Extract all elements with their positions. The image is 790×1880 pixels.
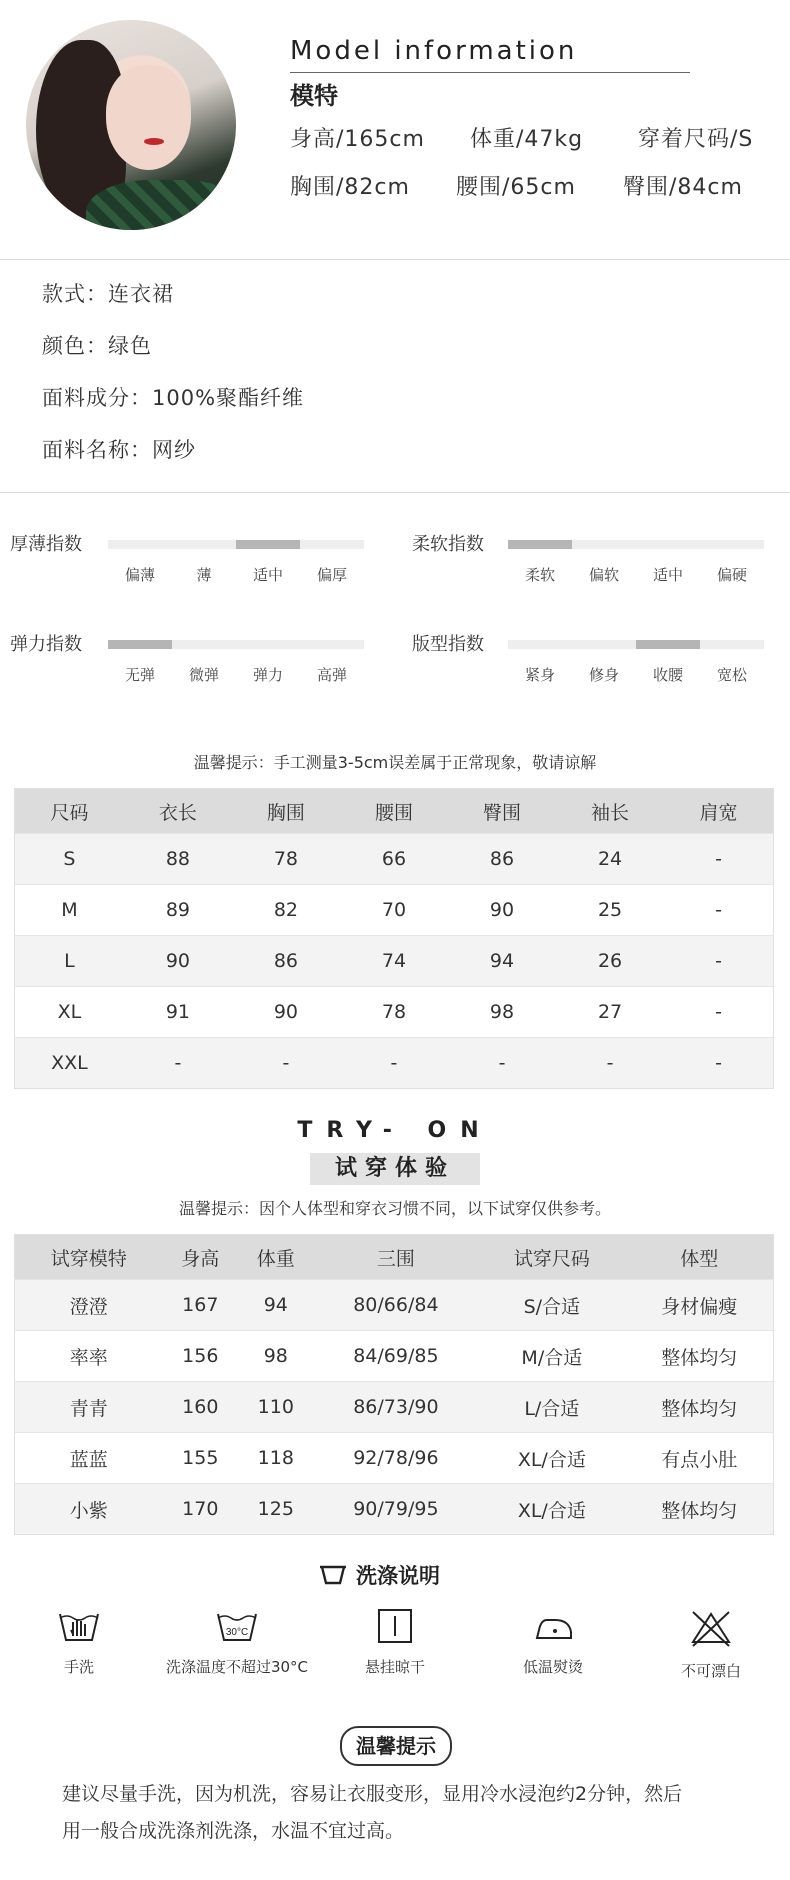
wash-item-iron xyxy=(478,1608,628,1681)
index-option: 修身 xyxy=(588,666,619,684)
table-cell: - xyxy=(556,1038,664,1089)
table-cell: - xyxy=(124,1038,232,1089)
table-cell: L xyxy=(15,936,124,987)
table-header-cell: 腰围 xyxy=(340,789,448,834)
index-marker xyxy=(236,540,300,549)
table-cell: S/合适 xyxy=(478,1280,625,1331)
wash-item-hang xyxy=(320,1608,470,1681)
table-row xyxy=(15,1382,774,1433)
table-header-cell: 衣长 xyxy=(124,789,232,834)
index-label: 弹力指数 xyxy=(10,634,82,655)
basin-icon xyxy=(318,1564,348,1586)
wash-30c-icon xyxy=(215,1608,259,1644)
table-cell: M xyxy=(15,885,124,936)
index-option: 高弹 xyxy=(316,666,347,684)
table-cell: 78 xyxy=(232,834,340,885)
index-track xyxy=(108,540,364,549)
wash-item-30c xyxy=(162,1608,312,1681)
model-info-title-cn: 模特 xyxy=(290,82,338,110)
table-cell: 118 xyxy=(238,1433,313,1484)
table-row xyxy=(15,834,774,885)
table-cell: 身材偏瘦 xyxy=(625,1280,773,1331)
divider xyxy=(0,259,790,260)
index-option: 适中 xyxy=(652,566,683,584)
table-cell: 70 xyxy=(340,885,448,936)
table-cell: 170 xyxy=(163,1484,238,1535)
table-cell: 27 xyxy=(556,987,664,1038)
table-header-cell: 三围 xyxy=(314,1235,479,1280)
index-track xyxy=(508,540,764,549)
table-cell: - xyxy=(664,1038,773,1089)
index-track xyxy=(508,640,764,649)
table-cell: 94 xyxy=(238,1280,313,1331)
wash-item-no-bleach xyxy=(636,1608,786,1681)
wash-label: 低温熨烫 xyxy=(522,1658,583,1676)
table-cell: L/合适 xyxy=(478,1382,625,1433)
tips-line: 建议尽量手洗，因为机洗，容易让衣服变形，显用冷水浸泡约2分钟，然后 xyxy=(62,1783,683,1805)
table-cell: XL/合适 xyxy=(478,1484,625,1535)
index-option: 薄 xyxy=(196,566,212,584)
table-header-cell: 试穿尺码 xyxy=(478,1235,625,1280)
model-hip: 臀围/84cm xyxy=(623,175,743,200)
index-marker xyxy=(636,640,700,649)
index-marker xyxy=(108,640,172,649)
table-cell: 91 xyxy=(124,987,232,1038)
hand-wash-icon xyxy=(57,1608,101,1644)
index-option: 收腰 xyxy=(652,666,683,684)
product-fabric-name: 面料名称：网纱 xyxy=(42,438,196,462)
tips-line: 用一般合成洗涤剂洗涤，水温不宜过高。 xyxy=(62,1820,405,1842)
table-cell: 80/66/84 xyxy=(314,1280,479,1331)
table-cell: 86/73/90 xyxy=(314,1382,479,1433)
table-cell: 90 xyxy=(124,936,232,987)
table-cell: 98 xyxy=(238,1331,313,1382)
wash-item-hand xyxy=(4,1608,154,1681)
table-cell: 84/69/85 xyxy=(314,1331,479,1382)
table-cell: 25 xyxy=(556,885,664,936)
tryon-title: TRY- ON xyxy=(297,1118,493,1143)
table-cell: 24 xyxy=(556,834,664,885)
table-cell: 86 xyxy=(232,936,340,987)
table-header-cell: 尺码 xyxy=(15,789,124,834)
table-cell: 66 xyxy=(340,834,448,885)
table-cell: 86 xyxy=(448,834,556,885)
model-photo xyxy=(26,20,236,230)
table-header-cell: 袖长 xyxy=(556,789,664,834)
model-weight: 体重/47kg xyxy=(470,127,584,152)
wash-label: 洗涤温度不超过30°C xyxy=(165,1658,309,1676)
index-option: 紧身 xyxy=(524,666,555,684)
index-option: 适中 xyxy=(252,566,283,584)
tryon-note: 温馨提示：因个人体型和穿衣习惯不同，以下试穿仅供参考。 xyxy=(178,1199,611,1218)
tryon-title-cn: 试穿体验 xyxy=(310,1153,480,1185)
size-table xyxy=(14,788,774,1089)
table-header-cell: 身高 xyxy=(163,1235,238,1280)
no-bleach-icon xyxy=(689,1608,733,1648)
size-note: 温馨提示：手工测量3-5cm误差属于正常现象，敬请谅解 xyxy=(193,753,597,772)
table-row xyxy=(15,1331,774,1382)
table-row xyxy=(15,1038,774,1089)
wash-icons-row xyxy=(0,1608,790,1681)
index-option: 偏硬 xyxy=(716,566,747,584)
table-cell: 小紫 xyxy=(15,1484,163,1535)
wash-label: 悬挂晾干 xyxy=(364,1658,425,1676)
table-cell: XL xyxy=(15,987,124,1038)
model-size: 穿着尺码/S xyxy=(638,127,754,152)
table-header-cell: 胸围 xyxy=(232,789,340,834)
product-style: 款式：连衣裙 xyxy=(42,282,174,306)
table-cell: 125 xyxy=(238,1484,313,1535)
tips-badge: 温馨提示 xyxy=(340,1726,452,1766)
index-option: 弹力 xyxy=(252,666,283,684)
table-cell: S xyxy=(15,834,124,885)
index-label: 版型指数 xyxy=(412,634,484,655)
table-cell: 率率 xyxy=(15,1331,163,1382)
table-cell: 94 xyxy=(448,936,556,987)
table-cell: 110 xyxy=(238,1382,313,1433)
table-cell: - xyxy=(664,936,773,987)
table-header-cell: 试穿模特 xyxy=(15,1235,163,1280)
table-cell: 90 xyxy=(232,987,340,1038)
table-cell: 90/79/95 xyxy=(314,1484,479,1535)
table-header-cell: 体型 xyxy=(625,1235,773,1280)
table-row xyxy=(15,1433,774,1484)
table-row xyxy=(15,1484,774,1535)
table-row xyxy=(15,936,774,987)
table-cell: - xyxy=(664,885,773,936)
table-cell: 89 xyxy=(124,885,232,936)
hang-dry-icon xyxy=(373,1608,417,1644)
index-track xyxy=(108,640,364,649)
index-option: 无弹 xyxy=(124,666,155,684)
wash-label: 不可漂白 xyxy=(680,1662,741,1680)
table-cell: 澄澄 xyxy=(15,1280,163,1331)
index-marker xyxy=(508,540,572,549)
table-cell: - xyxy=(448,1038,556,1089)
model-bust: 胸围/82cm xyxy=(290,175,410,200)
divider xyxy=(0,492,790,493)
table-cell: XL/合适 xyxy=(478,1433,625,1484)
table-cell: 青青 xyxy=(15,1382,163,1433)
table-header-cell: 体重 xyxy=(238,1235,313,1280)
tryon-table xyxy=(14,1234,774,1535)
tips-text xyxy=(62,1776,742,1850)
table-cell: - xyxy=(340,1038,448,1089)
table-cell: 160 xyxy=(163,1382,238,1433)
table-cell: 整体均匀 xyxy=(625,1484,773,1535)
table-cell: - xyxy=(664,987,773,1038)
index-option: 偏软 xyxy=(588,566,619,584)
index-option: 偏厚 xyxy=(316,566,347,584)
index-option: 微弹 xyxy=(188,666,219,684)
table-cell: XXL xyxy=(15,1038,124,1089)
table-cell: 88 xyxy=(124,834,232,885)
table-cell: 98 xyxy=(448,987,556,1038)
svg-text:30°C: 30°C xyxy=(225,1627,249,1638)
product-color: 颜色：绿色 xyxy=(42,334,152,358)
table-header-cell: 肩宽 xyxy=(664,789,773,834)
index-label: 柔软指数 xyxy=(412,534,484,555)
table-cell: - xyxy=(232,1038,340,1089)
table-cell: 整体均匀 xyxy=(625,1382,773,1433)
product-fabric: 面料成分：100%聚酯纤维 xyxy=(42,386,305,410)
table-row xyxy=(15,885,774,936)
table-cell: 167 xyxy=(163,1280,238,1331)
table-cell: 156 xyxy=(163,1331,238,1382)
table-cell: 74 xyxy=(340,936,448,987)
model-info-title: Model information xyxy=(290,36,578,66)
table-header-cell: 臀围 xyxy=(448,789,556,834)
index-option: 宽松 xyxy=(716,666,747,684)
table-cell: - xyxy=(664,834,773,885)
index-option: 柔软 xyxy=(524,566,555,584)
table-cell: 整体均匀 xyxy=(625,1331,773,1382)
low-iron-icon xyxy=(531,1608,575,1644)
table-cell: 78 xyxy=(340,987,448,1038)
table-cell: 蓝蓝 xyxy=(15,1433,163,1484)
table-cell: 26 xyxy=(556,936,664,987)
wash-header xyxy=(318,1560,440,1590)
table-cell: 有点小肚 xyxy=(625,1433,773,1484)
table-row xyxy=(15,1280,774,1331)
model-waist: 腰围/65cm xyxy=(456,175,576,200)
table-cell: 82 xyxy=(232,885,340,936)
wash-title: 洗涤说明 xyxy=(356,1564,440,1588)
model-height: 身高/165cm xyxy=(290,127,425,152)
index-option: 偏薄 xyxy=(124,566,155,584)
wash-label: 手洗 xyxy=(63,1658,94,1676)
table-cell: 155 xyxy=(163,1433,238,1484)
table-row xyxy=(15,987,774,1038)
table-cell: 90 xyxy=(448,885,556,936)
table-cell: 92/78/96 xyxy=(314,1433,479,1484)
title-underline xyxy=(290,72,690,73)
index-label: 厚薄指数 xyxy=(10,534,82,555)
table-cell: M/合适 xyxy=(478,1331,625,1382)
